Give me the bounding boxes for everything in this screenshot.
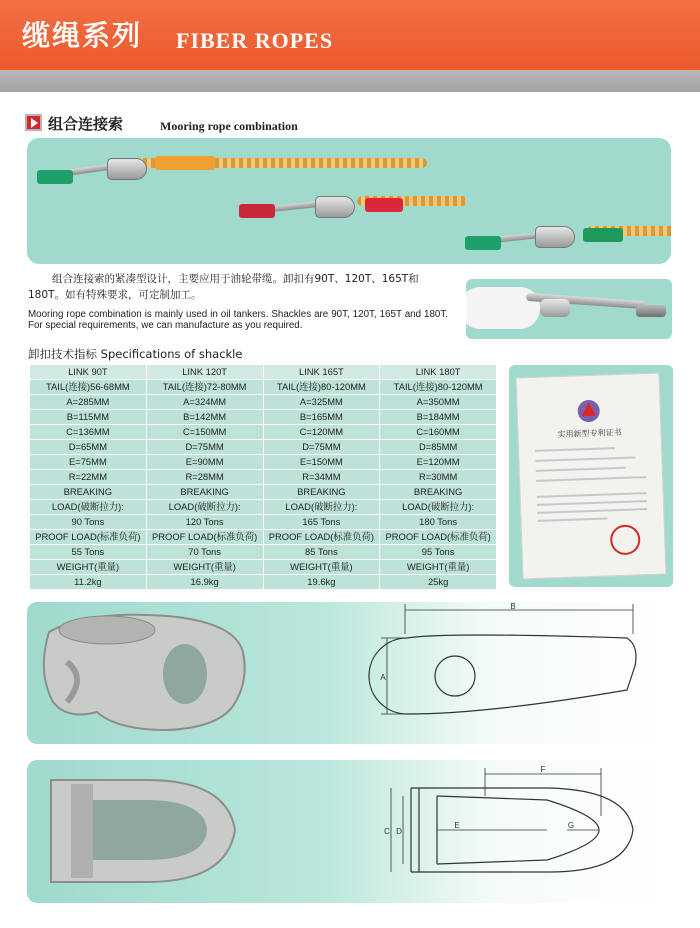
text-line [537,492,647,498]
intro-text-en: Mooring rope combination is mainly used in oil tankers. Shackles are 90T, 120T, 165T and 180T. For special requirements, we can manufacture as you required. [28,309,448,331]
text-line [535,447,615,452]
table-row [30,425,497,440]
table-cell: B=165MM [263,410,380,425]
table-cell: D=75MM [263,440,380,455]
table-row [30,560,497,575]
table-cell: PROOF LOAD(标准负荷) [263,530,380,545]
table-cell: TAIL(连接)80-120MM [380,380,497,395]
header-banner [0,0,700,70]
table-cell: R=22MM [30,470,147,485]
table-cell: R=34MM [263,470,380,485]
table-cell: R=30MM [380,470,497,485]
shackle-eye-hole [163,644,207,704]
spec-title: 卸扣技术指标 Specifications of shackle [28,347,243,361]
table-cell: 90 Tons [30,515,147,530]
red-sleeve [239,204,275,218]
table-cell: PROOF LOAD(标准负荷) [30,530,147,545]
table-cell: C=150MM [146,425,263,440]
table-row [30,500,497,515]
table-header-cell: LINK 120T [146,365,263,380]
table-cell: A=325MM [263,395,380,410]
ferrule-icon [636,305,666,317]
table-cell: C=160MM [380,425,497,440]
certificate-paper [516,373,667,580]
table-cell: B=184MM [380,410,497,425]
table-cell: 11.2kg [30,575,147,590]
table-row [30,440,497,455]
red-seal-icon [610,524,641,555]
text-line [535,456,635,461]
shackle-front-panel [27,760,672,903]
table-cell: LOAD(破断拉力): [263,500,380,515]
table-cell: D=85MM [380,440,497,455]
table-header-cell: LINK 165T [263,365,380,380]
orange-sleeve [155,156,215,170]
table-cell: E=120MM [380,455,497,470]
certificate-title: 实用新型专利证书 [557,427,622,440]
table-header-row [30,365,497,380]
shackle-side-panel [27,602,672,744]
table-cell: C=120MM [263,425,380,440]
shackle-icon [535,226,575,248]
dimension-label-g: G [567,821,575,830]
table-row [30,545,497,560]
table-row [30,485,497,500]
table-header-cell: LINK 180T [380,365,497,380]
table-cell: 19.6kg [263,575,380,590]
table-row [30,380,497,395]
table-cell: TAIL(连接)56-68MM [30,380,147,395]
dimension-label-a: A [380,673,386,682]
table-row [30,395,497,410]
section-title-en: Mooring rope combination [160,119,298,133]
table-cell: BREAKING [146,485,263,500]
table-cell: D=65MM [30,440,147,455]
shackle-pin-shape [71,784,93,878]
shackle-top-plate [59,616,155,644]
text-line [537,508,647,514]
table-cell: LOAD(破断拉力): [146,500,263,515]
spec-table [29,364,497,590]
table-cell: 55 Tons [30,545,147,560]
green-sleeve [465,236,501,250]
play-arrow-icon [25,114,42,131]
header-title-en: FIBER ROPES [176,28,334,53]
table-cell: WEIGHT(重量) [380,560,497,575]
table-row [30,515,497,530]
shackle-opening [93,800,207,860]
table-cell: WEIGHT(重量) [30,560,147,575]
shackle-icon [540,299,570,317]
table-cell: WEIGHT(重量) [263,560,380,575]
section-title-cn: 组合连接索 [48,115,124,133]
table-cell: BREAKING [30,485,147,500]
text-line [536,467,626,472]
table-cell: 95 Tons [380,545,497,560]
dimension-label-d: D [396,827,402,836]
dimension-label-b: B [510,602,516,611]
table-cell: TAIL(连接)80-120MM [263,380,380,395]
table-cell: 16.9kg [146,575,263,590]
table-cell: LOAD(破断拉力): [30,500,147,515]
dimension-lines [391,768,601,872]
table-cell: 165 Tons [263,515,380,530]
shackle-icon [315,196,355,218]
dimension-label-c: C [384,827,390,836]
table-row [30,530,497,545]
shackle-side-diagram [27,602,672,744]
table-cell: D=75MM [146,440,263,455]
table-cell: BREAKING [263,485,380,500]
table-row [30,575,497,590]
table-cell: E=90MM [146,455,263,470]
header-title-cn: 缆绳系列 [22,19,143,52]
intro-text-cn: 组合连接索的紧凑型设计，主要应用于油轮带缆。卸扣有90T、120T、165T和180T。如有特殊要求，可定制加工。 [28,273,419,301]
table-cell: A=324MM [146,395,263,410]
green-sleeve [37,170,73,184]
table-cell: E=150MM [263,455,380,470]
shackle-outline-drawing [369,635,636,714]
dimension-lines [381,604,633,714]
shackle-closeup-photo [466,279,672,339]
table-cell: E=75MM [30,455,147,470]
table-cell: 70 Tons [146,545,263,560]
shackle-icon [107,158,147,180]
red-sleeve [365,198,403,212]
table-cell: R=28MM [146,470,263,485]
shackle-front-diagram [27,760,672,903]
table-header-cell: LINK 90T [30,365,147,380]
text-line [537,517,607,521]
table-cell: PROOF LOAD(标准负荷) [146,530,263,545]
text-line [537,500,647,506]
table-cell: BREAKING [380,485,497,500]
dimension-label-f: F [540,765,546,774]
table-cell: 25kg [380,575,497,590]
green-sleeve [583,228,623,242]
table-cell: C=136MM [30,425,147,440]
table-cell: PROOF LOAD(标准负荷) [380,530,497,545]
table-cell: LOAD(破断拉力): [380,500,497,515]
header-divider-bar [0,70,700,92]
table-cell: 120 Tons [146,515,263,530]
table-cell: A=285MM [30,395,147,410]
patent-certificate-photo [509,365,673,587]
table-row [30,470,497,485]
text-line [536,476,646,482]
patent-logo-icon [573,398,604,425]
table-cell: 180 Tons [380,515,497,530]
table-cell: TAIL(连接)72-80MM [146,380,263,395]
dimension-label-e: E [454,821,460,830]
table-cell: 85 Tons [263,545,380,560]
rope-product-photo [27,138,671,264]
table-row [30,410,497,425]
table-cell: B=115MM [30,410,147,425]
table-cell: A=350MM [380,395,497,410]
table-cell: WEIGHT(重量) [146,560,263,575]
table-row [30,455,497,470]
table-cell: B=142MM [146,410,263,425]
